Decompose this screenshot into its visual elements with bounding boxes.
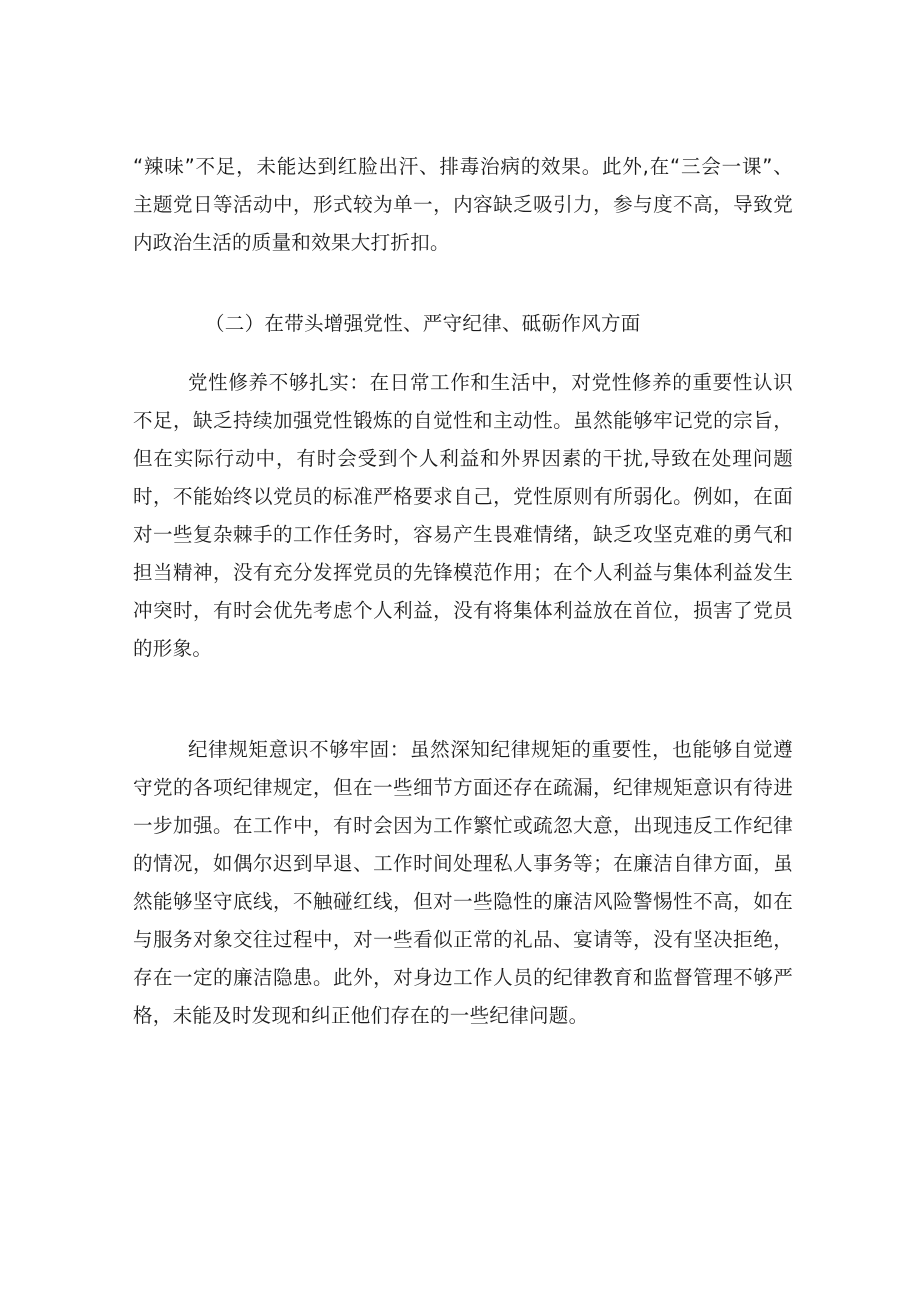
paragraph-party-spirit: 党性修养不够扎实：在日常工作和生活中，对党性修养的重要性认识不足，缺乏持续加强党性锻炼的自觉性和主动性。虽然能够牢记党的宗旨，但在实际行动中，有时会受到个人利益和外界因素的干扰,导致在处理问题时，不能始终以党员的标准严格要求自己，党性原则有所弱化。例如，在面对一些复杂棘手的工作任务时，容易产生畏难情绪，缺乏攻坚克难的勇气和担当精神，没有充分发挥党员的先锋模范作用；在个人利益与集体利益发生冲突时，有时会优先考虑个人利益，没有将集体利益放在首位，损害了党员的形象。	[133, 371, 793, 660]
paragraph-continuation: “辣味”不足，未能达到红脸出汗、排毒治病的效果。此外,在“三会一课”、主题党日等活动中，形式较为单一，内容缺乏吸引力，参与度不高，导致党内政治生活的质量和效果大打折扣。	[133, 155, 793, 254]
paragraph-discipline: 纪律规矩意识不够牢固：虽然深知纪律规矩的重要性，也能够自觉遵守党的各项纪律规定，但在一些细节方面还存在疏漏，纪律规矩意识有待进一步加强。在工作中，有时会因为工作繁忙或疏忽大意，出现违反工作纪律的情况，如偶尔迟到早退、工作时间处理私人事务等；在廉洁自律方面，虽然能够坚守底线，不触碰红线，但对一些隐性的廉洁风险警惕性不高，如在与服务对象交往过程中，对一些看似正常的礼品、宴请等，没有坚决拒绝，存在一定的廉洁隐患。此外，对身边工作人员的纪律教育和监督管理不够严格，未能及时发现和纠正他们存在的一些纪律问题。	[133, 738, 793, 1027]
section-heading: （二）在带头增强党性、严守纪律、砥砺作风方面	[205, 312, 641, 335]
